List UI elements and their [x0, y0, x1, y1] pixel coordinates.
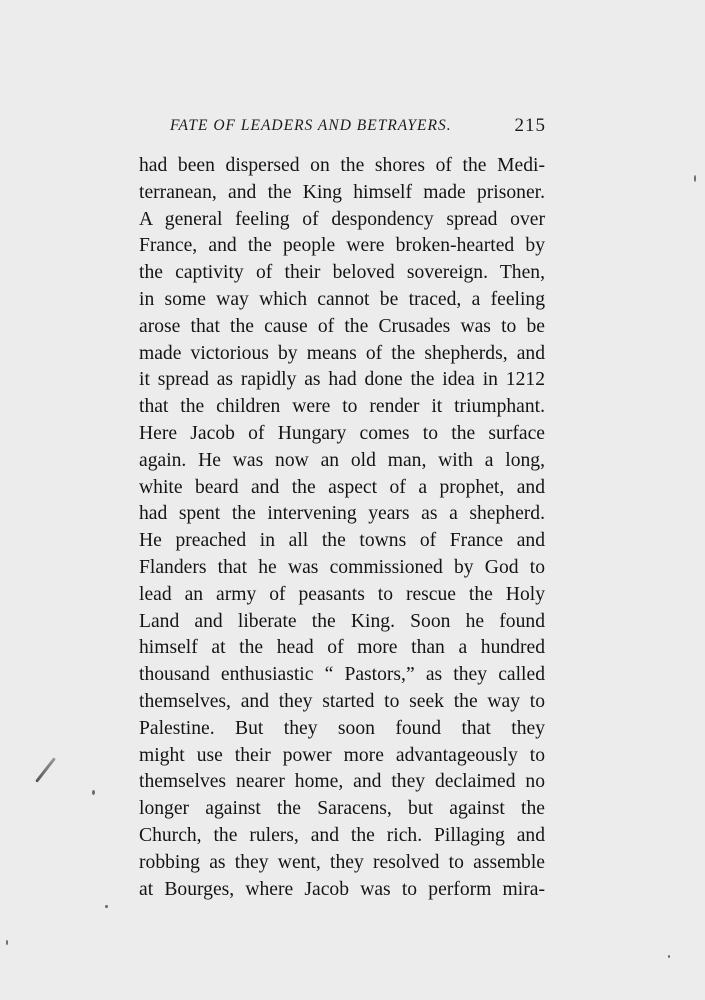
body-text — [139, 153, 545, 903]
text-line: might use their power more advantageously to — [139, 744, 545, 766]
text-line: Here Jacob of Hungary comes to the surface — [139, 422, 545, 444]
text-line: A general feeling of despondency spread over — [139, 208, 545, 230]
scan-speck — [92, 790, 95, 795]
text-line: longer against the Saracens, but against the — [139, 798, 545, 820]
text-line: made victorious by means of the shepherds, and — [139, 342, 545, 364]
text-line: in some way which cannot be traced, a feeling — [139, 288, 545, 310]
scan-speck — [668, 955, 670, 958]
text-line: France, and the people were broken-hearted by — [139, 235, 545, 257]
scan-speck — [105, 905, 108, 908]
text-line: white beard and the aspect of a prophet, and — [139, 476, 545, 498]
running-head-title: FATE OF LEADERS AND BETRAYERS. — [170, 117, 452, 134]
text-line: at Bourges, where Jacob was to perform mira- — [139, 878, 545, 900]
text-line: He preached in all the towns of France and — [139, 530, 545, 552]
text-line: themselves nearer home, and they declaimed no — [139, 771, 545, 793]
scan-speck — [694, 175, 696, 182]
text-line: Church, the rulers, and the rich. Pillaging and — [139, 824, 545, 846]
text-line: himself at the head of more than a hundred — [139, 637, 545, 659]
text-line: Palestine. But they soon found that they — [139, 717, 545, 739]
text-line: arose that the cause of the Crusades was to be — [139, 315, 545, 337]
text-line: terranean, and the King himself made prisoner. — [139, 181, 545, 203]
text-line: thousand enthusiastic “ Pastors,” as they called — [139, 664, 545, 686]
running-head — [170, 117, 546, 135]
scan-speck — [6, 940, 8, 945]
text-line: the captivity of their beloved sovereign. Then, — [139, 262, 545, 284]
text-line: it spread as rapidly as had done the idea in 1212 — [139, 369, 545, 391]
text-line: that the children were to render it triumphant. — [139, 396, 545, 418]
text-line: Flanders that he was commissioned by God to — [139, 556, 545, 578]
text-line: themselves, and they started to seek the way to — [139, 690, 545, 712]
text-line: had spent the intervening years as a shepherd. — [139, 503, 545, 525]
text-line: lead an army of peasants to rescue the Holy — [139, 583, 545, 605]
page-number: 215 — [514, 115, 546, 136]
scan-mark — [35, 757, 56, 782]
text-line: robbing as they went, they resolved to assemble — [139, 851, 545, 873]
text-line: had been dispersed on the shores of the Medi- — [139, 155, 545, 176]
text-line: again. He was now an old man, with a long, — [139, 449, 545, 471]
text-line: Land and liberate the King. Soon he found — [139, 610, 545, 632]
